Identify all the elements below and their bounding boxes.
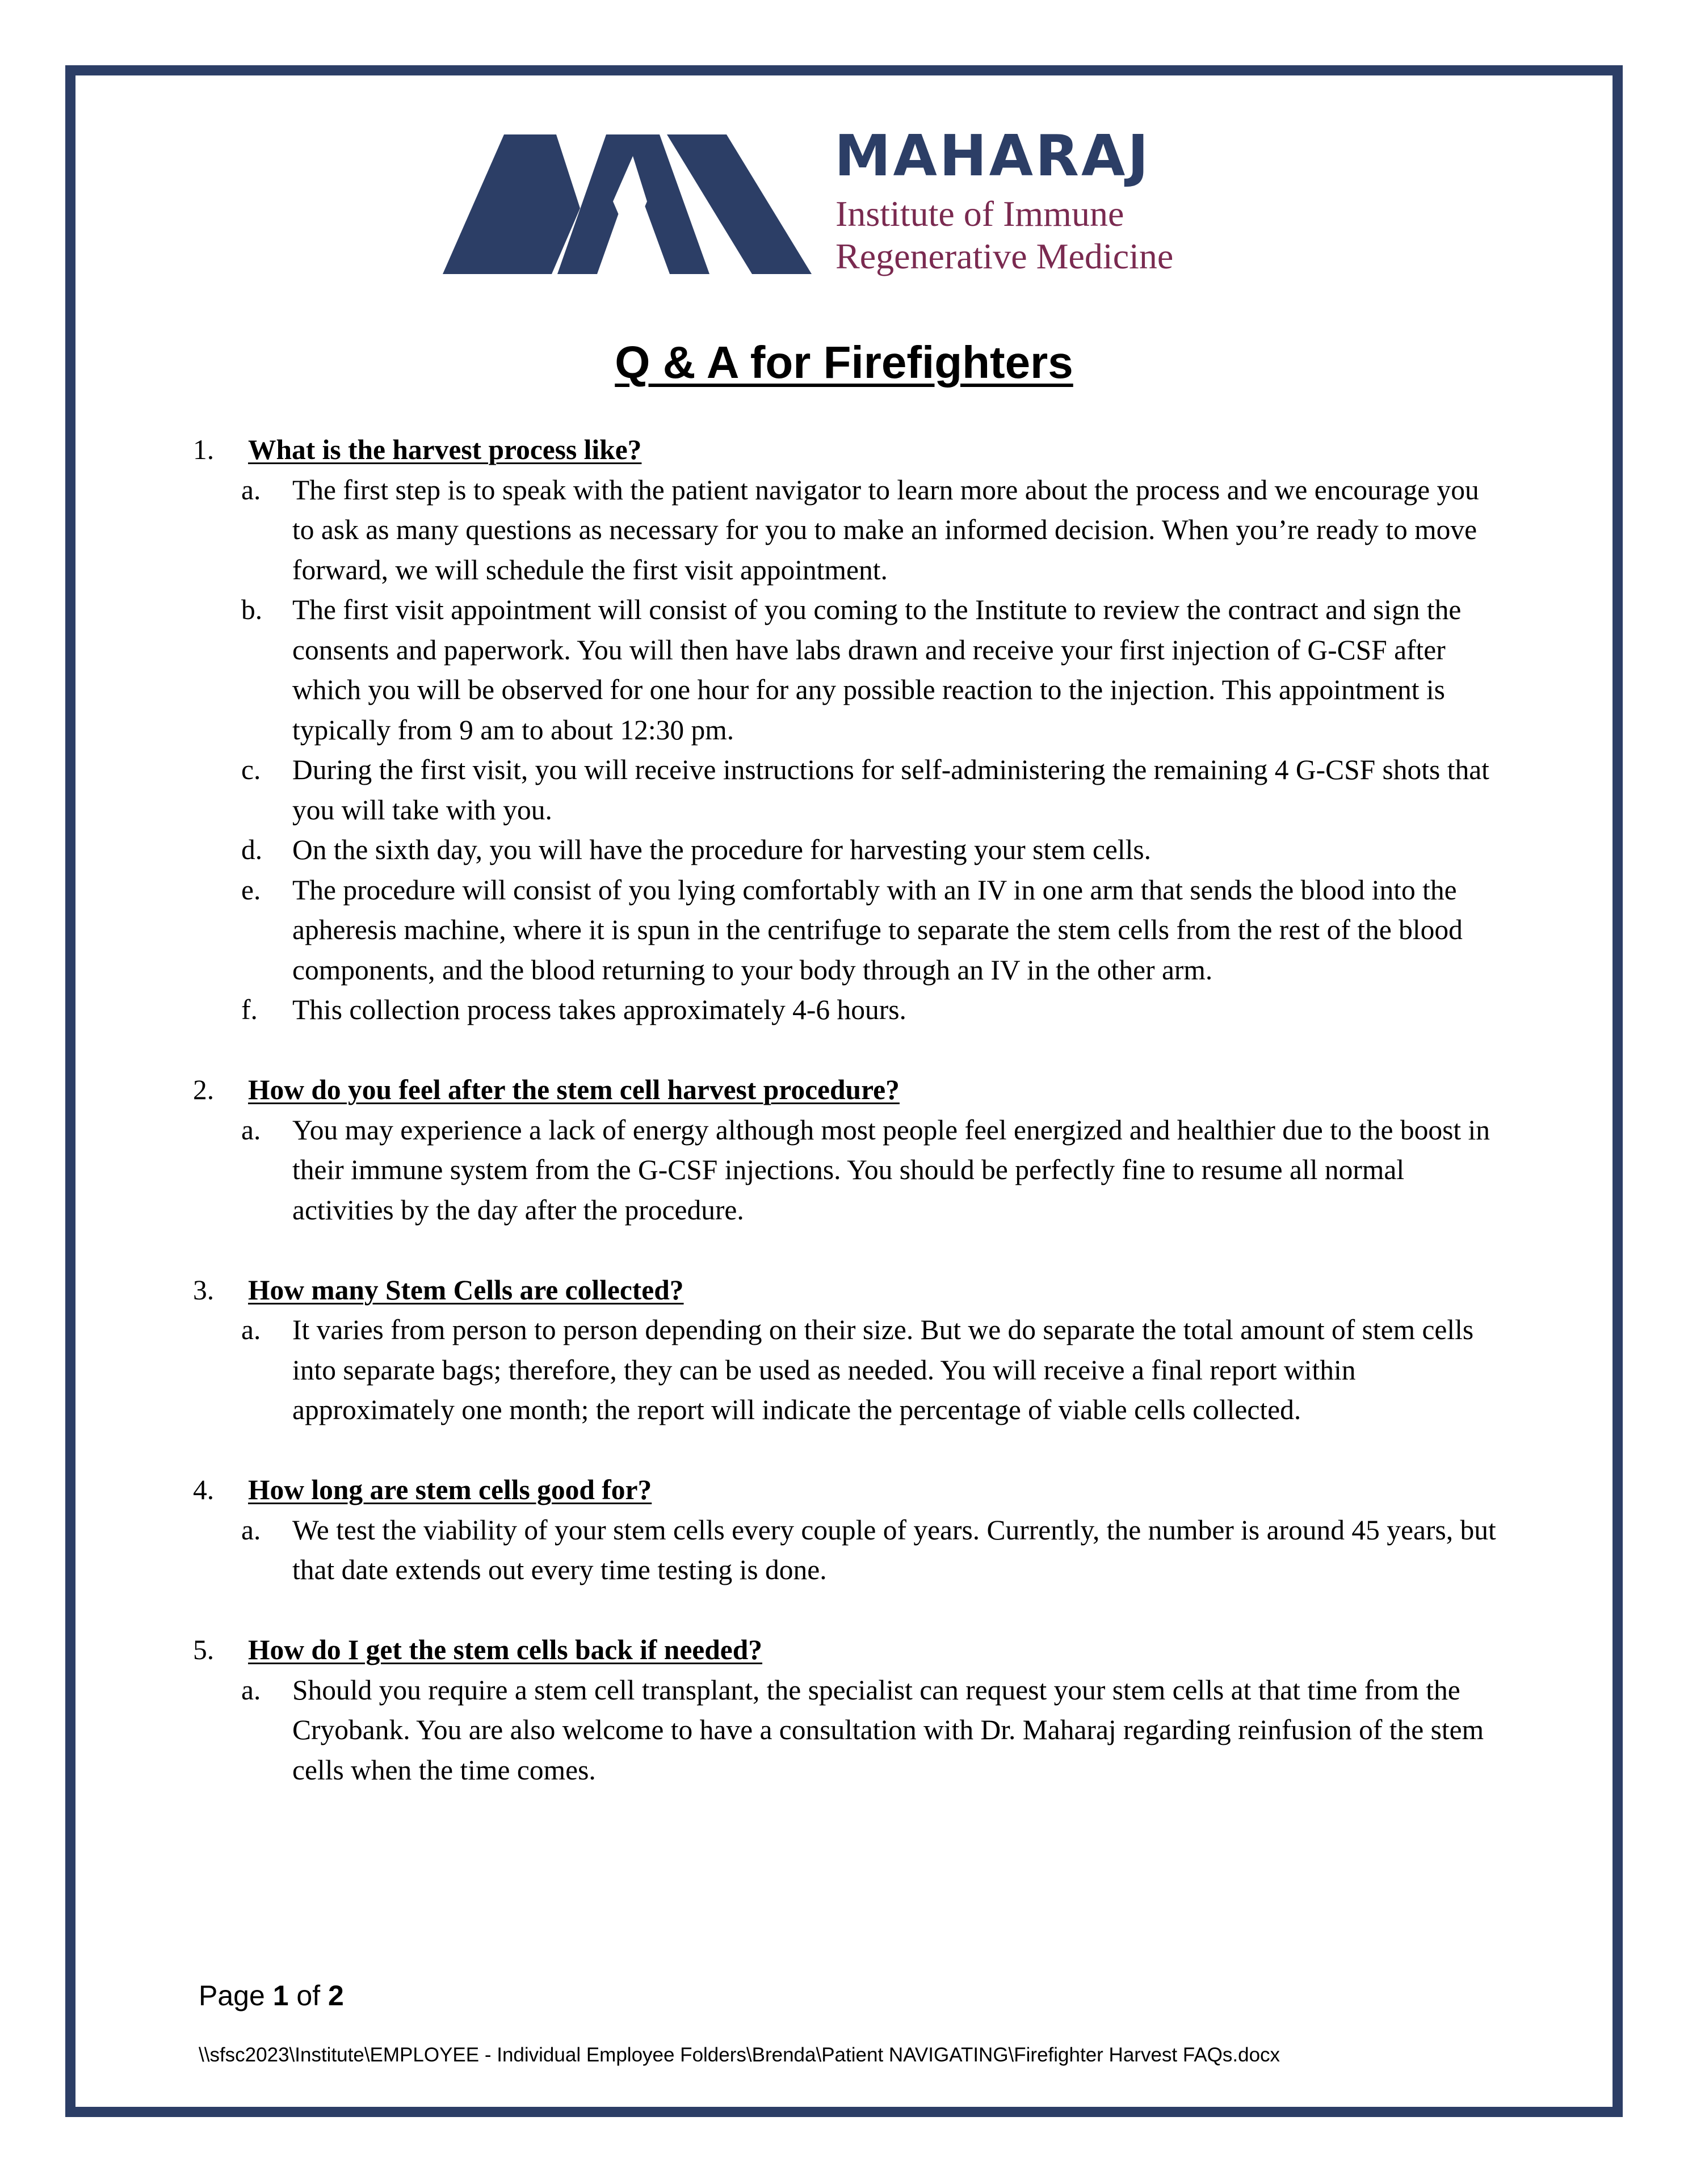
question-text: How many Stem Cells are collected? (248, 1274, 684, 1306)
document-title (0, 338, 1688, 388)
answer-text: During the first visit, you will receive instructions for self-administering the remaining 4 G-CSF shots that you will take with you. (292, 754, 1489, 826)
page-of: of (296, 1980, 321, 2012)
answer-item (193, 590, 1498, 750)
answer-list (193, 470, 1498, 1030)
answer-letter-column (193, 870, 292, 991)
answer-text: The first visit appointment will consist of you coming to the Institute to review the contract and sign the consents and paperwork. You will then have labs drawn and receive your first injection of G-CSF after which you will be observed for one hour for any possible reaction to the injection. This appointment is typically from 9 am to about 12:30 pm. (292, 594, 1462, 746)
question-number: 2. (193, 1074, 215, 1105)
question-heading (193, 1070, 1498, 1110)
answer-letter-column (193, 1510, 292, 1590)
logo-subtitle-line2: Regenerative Medicine (835, 236, 1174, 276)
question-text: How do you feel after the stem cell harvest procedure? (248, 1074, 900, 1105)
answer-letter-column (193, 470, 292, 591)
answer-item (193, 1110, 1498, 1231)
logo-title: MAHARAJ (834, 123, 1151, 189)
question-item (193, 1470, 1498, 1590)
page-number (199, 1979, 344, 2012)
question-text: What is the harvest process like? (248, 434, 642, 465)
question-text: How long are stem cells good for? (248, 1474, 652, 1505)
question-heading (193, 1630, 1498, 1670)
answer-letter: f. (241, 994, 258, 1025)
answer-letter-column (193, 590, 292, 750)
maharaj-m-logo-icon (443, 128, 812, 281)
answer-list (193, 1670, 1498, 1791)
answer-item (193, 1670, 1498, 1791)
page-total: 2 (328, 1980, 344, 2012)
answer-item (193, 470, 1498, 591)
institute-logo (443, 123, 1249, 281)
answer-letter: a. (241, 1114, 261, 1146)
answer-text: Should you require a stem cell transplant, the specialist can request your stem cells at that time from the Cryobank. You are also welcome to have a consultation with Dr. Maharaj regarding reinfusion of the stem cells when the time comes. (292, 1674, 1484, 1786)
question-heading (193, 1270, 1498, 1311)
answer-letter: a. (241, 1674, 261, 1706)
answer-letter: a. (241, 1514, 261, 1546)
question-number: 4. (193, 1474, 215, 1505)
answer-letter: a. (241, 1314, 261, 1345)
answer-text: You may experience a lack of energy although most people feel energized and healthier due to the boost in their immune system from the G-CSF injections. You should be perfectly fine to resume all normal activities by the day after the procedure. (292, 1114, 1490, 1226)
question-number: 1. (193, 434, 215, 465)
answer-item (193, 1310, 1498, 1430)
answer-item (193, 750, 1498, 830)
answer-letter: e. (241, 874, 261, 906)
question-item (193, 430, 1498, 1030)
answer-letter: d. (241, 834, 263, 865)
answer-text: On the sixth day, you will have the procedure for harvesting your stem cells. (292, 834, 1152, 865)
answer-letter-column (193, 750, 292, 830)
answer-text: This collection process takes approximately 4-6 hours. (292, 994, 906, 1025)
page-current: 1 (272, 1980, 289, 2012)
question-text: How do I get the stem cells back if needed? (248, 1634, 763, 1665)
answer-text: The first step is to speak with the patient navigator to learn more about the process and we encourage you to ask as many questions as necessary for you to make an informed decision. When you’re ready to move forward, we will schedule the first visit appointment. (292, 474, 1479, 586)
answer-item (193, 1510, 1498, 1590)
page-label: Page (199, 1980, 265, 2012)
answer-letter: a. (241, 474, 261, 506)
question-item (193, 1630, 1498, 1790)
answer-text: We test the viability of your stem cells every couple of years. Currently, the number is around 45 years, but that date extends out every time testing is done. (292, 1514, 1496, 1585)
answer-list (193, 1110, 1498, 1231)
question-number: 5. (193, 1634, 215, 1665)
answer-letter-column (193, 1670, 292, 1791)
logo-subtitle-line1: Institute of Immune (835, 193, 1124, 234)
answer-item (193, 830, 1498, 870)
answer-text: It varies from person to person depending on their size. But we do separate the total amount of stem cells into separate bags; therefore, they can be used as needed. You will receive a final report within approximately one month; the report will indicate the percentage of viable cells collected. (292, 1314, 1474, 1425)
question-heading (193, 430, 1498, 470)
answer-letter-column (193, 1310, 292, 1430)
file-path-footer: \\sfsc2023\Institute\EMPLOYEE - Individual Employee Folders\Brenda\Patient NAVIGATING\Firefighter Harvest FAQs.docx (199, 2044, 1280, 2066)
document-title-text: Q & A for Firefighters (615, 337, 1073, 388)
answer-list (193, 1310, 1498, 1430)
question-item (193, 1270, 1498, 1430)
answer-letter-column (193, 990, 292, 1030)
question-number: 3. (193, 1274, 215, 1306)
answer-text: The procedure will consist of you lying comfortably with an IV in one arm that sends the blood into the apheresis machine, where it is spun in the centrifuge to separate the stem cells from the rest of the blood components, and the blood returning to your body through an IV in the other arm. (292, 874, 1463, 986)
answer-item (193, 990, 1498, 1030)
answer-letter: c. (241, 754, 261, 785)
answer-letter-column (193, 1110, 292, 1231)
answer-letter-column (193, 830, 292, 870)
question-heading (193, 1470, 1498, 1510)
answer-list (193, 1510, 1498, 1590)
question-item (193, 1070, 1498, 1230)
qa-list (193, 430, 1498, 1830)
answer-letter: b. (241, 594, 263, 625)
answer-item (193, 870, 1498, 991)
